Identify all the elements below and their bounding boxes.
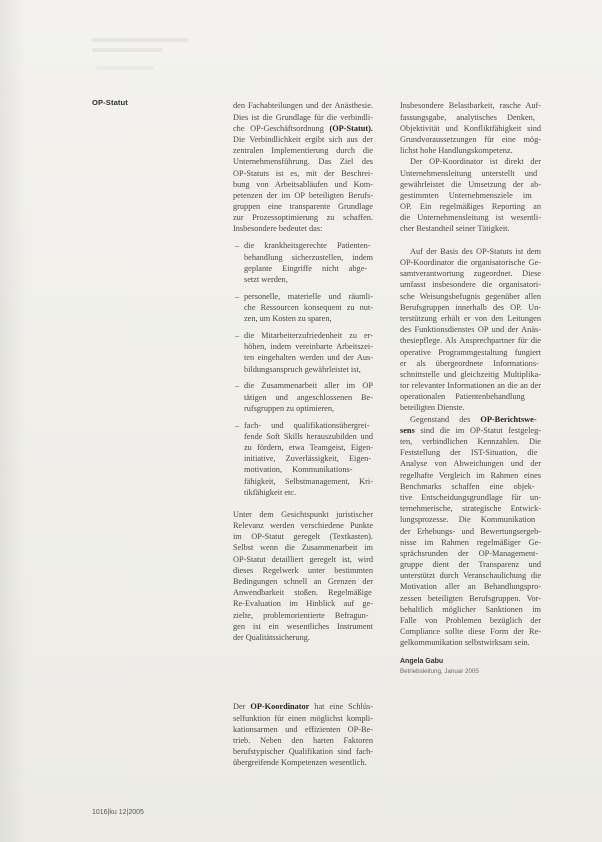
text-line-content: thesiepflege. Als Ansprechpartner für die [400, 336, 541, 346]
text-line-content: terstützung erhält er von den Leitungen [400, 313, 541, 323]
text-line [400, 156, 541, 167]
text-line-content: Re-Evaluation im Hinblick auf ge- [233, 599, 373, 609]
text-line-content: ten, verbindlichen Kennzahlen. Die [400, 437, 541, 447]
text-line-content: Dies ist die Grundlage für die verbindli- [233, 112, 373, 122]
paragraph [400, 414, 541, 649]
text-line [400, 637, 541, 648]
text-line [400, 168, 541, 179]
text-line [400, 123, 541, 134]
list-dash: – [235, 420, 240, 430]
text-line-content: operationalen Patientenbehandlung [400, 392, 525, 402]
text-line [244, 420, 373, 431]
text-line-content: zentralen Implementierung durch die [233, 146, 373, 156]
text-line [400, 481, 541, 492]
text-line-content: die Mitarbeiterzufriedenheit zu er- [244, 331, 373, 341]
article-column-right [400, 100, 541, 648]
text-segment: hat eine Schlüs- [309, 702, 373, 712]
text-line-content: Analyse von Abweichungen und der [400, 459, 541, 469]
text-line [244, 464, 373, 475]
text-line-content: höhen, indem vereinbarte Arbeitszei- [244, 342, 373, 352]
text-line [400, 268, 541, 279]
text-line-content: behandlung sicherzustellen, indem [244, 252, 373, 262]
text-line-content: geplante Eingriffe nicht abge- [244, 263, 368, 273]
text-line-content: lungsprozesse. Die Kommunikation [400, 515, 536, 525]
paragraph [233, 509, 373, 643]
text-line [233, 212, 373, 223]
faded-header-mark [92, 38, 188, 42]
text-line [400, 134, 541, 145]
text-line-content [233, 701, 373, 712]
text-line-content: der Erhebungs- und Bewertungsergeb- [400, 526, 541, 536]
text-line [400, 201, 541, 212]
text-line [400, 503, 541, 514]
text-line [400, 492, 541, 503]
text-line-content: gen ist ein wesentliches Instrument [233, 621, 373, 631]
text-line [400, 436, 541, 447]
text-line [244, 252, 373, 263]
text-line-content: tätigen und angeschlossenen Be- [244, 392, 373, 402]
text-line [233, 565, 373, 576]
text-line [400, 291, 541, 302]
text-line [400, 447, 541, 458]
text-line-content: des Funktionsdienstes OP und der Anäs- [400, 325, 541, 335]
text-line [400, 526, 541, 537]
list-dash: – [235, 241, 240, 251]
text-line-content: zu fördern, etwa Teamgeist, Eigen- [244, 443, 373, 453]
text-line [233, 576, 373, 587]
text-line-content: er als übergeordnete Informations- [400, 358, 539, 368]
text-line [233, 724, 373, 735]
text-line-content: ternehmerische, strategische Entwick- [400, 504, 541, 514]
bold-term: OP-Berichtswe- [480, 414, 537, 424]
text-line [233, 190, 373, 201]
text-line-content [410, 414, 537, 425]
text-line [233, 554, 373, 565]
paragraph [400, 156, 541, 234]
text-line [400, 246, 541, 257]
text-line [233, 757, 373, 768]
text-line [233, 156, 373, 167]
text-line-content: tikfähigkeit etc. [244, 487, 297, 497]
text-line-content: zur Prozessoptimierung zu schaffen. [233, 213, 373, 223]
text-line-content: nisse im Rahmen regelmäßiger Ge- [400, 537, 541, 547]
paragraph [400, 246, 541, 414]
text-line-content: OP-Koordinator die organisatorische Ge- [400, 258, 541, 268]
text-line [244, 453, 373, 464]
page-folio: 1016|ku 12|2005 [92, 809, 144, 816]
text-line [244, 364, 373, 375]
bullet-list [233, 240, 373, 498]
bold-term: (OP-Statut). [329, 123, 373, 133]
text-line-content: gewährleistet die Umsetzung der ab- [400, 179, 541, 189]
text-line-content: Der OP-Koordinator ist direkt der [410, 157, 541, 167]
text-line-content [400, 425, 541, 436]
article-column-left-lower [233, 701, 373, 768]
text-line [244, 392, 373, 403]
list-item [233, 420, 373, 498]
text-line-content: Unter dem Gesichtspunkt juristischer [233, 509, 373, 519]
text-line-content: selfunktion für einen möglichst kompli- [233, 713, 373, 723]
text-line [400, 112, 541, 123]
text-line-content: ten eingehalten werden und der Aus- [244, 353, 373, 363]
text-line-content: initiative, Zuverlässigkeit, Eigen- [244, 454, 372, 464]
section-label: OP-Statut [92, 98, 128, 107]
text-line [233, 509, 373, 520]
text-line-content: übergreifende Kompetenzen wesentlich. [233, 758, 367, 768]
text-line [233, 134, 373, 145]
text-line [400, 100, 541, 111]
text-line-content: die krankheitsgerechte Patienten- [244, 241, 371, 251]
text-line-content: dieses Regelwerk unter bestimmten [233, 565, 373, 575]
text-line [400, 190, 541, 201]
text-line [244, 302, 373, 313]
author-block [400, 657, 541, 676]
text-line [233, 123, 373, 134]
text-line-content: operative Programmgestaltung fungiert [400, 347, 541, 357]
text-line [244, 380, 373, 391]
text-line [244, 240, 373, 251]
text-line-content: Objektivität und Konfliktfähigkeit sind [400, 123, 541, 133]
text-segment: che OP-Geschäftsordnung [233, 123, 330, 133]
text-line [233, 179, 373, 190]
text-line-content: umfasst insbesondere die organisatori- [400, 280, 541, 290]
bold-term: OP-Koordinator [250, 702, 310, 712]
text-line-content: gelkommunikation selbstwirksam sein. [400, 638, 530, 648]
text-line [400, 324, 541, 335]
text-line-content: Insbesondere bedeutet das: [233, 224, 323, 234]
text-line [233, 100, 373, 111]
text-line [233, 201, 373, 212]
text-segment: Der [233, 702, 251, 712]
text-line [233, 542, 373, 553]
text-line [244, 313, 373, 324]
text-line-content: setzt werden, [244, 274, 288, 284]
text-line [244, 330, 373, 341]
text-line-content: Compliance sollte diese Form der Re- [400, 627, 541, 637]
text-line-content: Feststellung der IST-Situation, die [400, 448, 538, 458]
list-dash: – [235, 291, 240, 301]
text-line-content [233, 123, 373, 134]
text-line [400, 179, 541, 190]
author-note: Betriebsleitung, Januar 2005 [400, 668, 479, 675]
text-line-content: die Zusammenarbeit aller im OP [244, 381, 373, 391]
text-line-content: lichst hohe Handlungskompetenz. [400, 146, 513, 156]
text-line-content: Motivation aller an Behandlungspro- [400, 582, 541, 592]
text-line-content: behaltlich möglicher Sanktionen im [400, 604, 541, 614]
text-line [400, 615, 541, 626]
text-line-content: fassungsgabe, analytisches Denken, [400, 112, 535, 122]
text-line [233, 531, 373, 542]
text-line-content: OP-Statuts ist es, mit der Beschrei- [233, 168, 373, 178]
text-line [400, 369, 541, 380]
text-line [233, 587, 373, 598]
text-segment: sind die im OP-Statut festgeleg- [414, 425, 541, 435]
text-line-content: samtverantwortung zugeordnet. Diese [400, 269, 541, 279]
text-line-content: Benchmarks schaffen eine objek- [400, 481, 535, 491]
text-line [244, 341, 373, 352]
text-line [400, 514, 541, 525]
text-line [400, 626, 541, 637]
text-line-content: motivation, Kommunikations- [244, 465, 353, 475]
list-item [233, 240, 373, 285]
text-line-content: rufsgruppen zu optimieren, [244, 403, 335, 413]
text-line-content: fähigkeit, Selbstmanagement, Kri- [244, 476, 373, 486]
text-line [400, 257, 541, 268]
paragraph [233, 100, 373, 234]
text-line-content: Auf der Basis des OP-Statuts ist dem [410, 246, 541, 256]
text-line [400, 548, 541, 559]
list-dash: – [235, 381, 240, 391]
text-line [244, 352, 373, 363]
text-line [400, 604, 541, 615]
text-line-content: bung von Arbeitsabläufen und Kom- [233, 179, 373, 189]
text-line-content: tive Entscheidungsgrundlage für un- [400, 492, 541, 502]
text-line [233, 735, 373, 746]
text-line [400, 414, 541, 425]
text-line-content: fende Soft Skills herauszubilden und [244, 431, 373, 441]
text-line-content: Selbst wenn die Zusammenarbeit im [233, 543, 373, 553]
text-line-content: zen, um Kosten zu sparen, [244, 314, 332, 324]
text-line [244, 263, 373, 274]
text-line-content: sche Weisungsbefugnis gegenüber allen [400, 291, 541, 301]
text-line [233, 112, 373, 123]
text-line-content: der Qualitätssicherung. [233, 632, 310, 642]
text-line-content: personelle, materielle und räumli- [244, 291, 373, 301]
text-line [400, 470, 541, 481]
text-line-content: den Fachabteilungen und der Anästhesie. [233, 101, 373, 111]
text-line-content: berufstypischer Qualifikation sind fach- [233, 747, 373, 757]
text-line-content: Die Verbindlichkeit ergibt sich aus der [233, 134, 373, 144]
list-dash: – [235, 331, 240, 341]
text-line [400, 212, 541, 223]
bold-term: sens [400, 425, 415, 435]
text-line [244, 442, 373, 453]
text-line-content: Grundvoraussetzungen für eine mög- [400, 134, 541, 144]
text-line [400, 145, 541, 156]
text-line [244, 431, 373, 442]
list-item [233, 330, 373, 375]
text-line [244, 487, 373, 498]
text-line [400, 458, 541, 469]
text-line-content: petenzen der im OP beteiligten Berufs- [233, 190, 373, 200]
text-line [244, 274, 373, 285]
text-line-content: gruppe dient der Transparenz und [400, 560, 541, 570]
text-line [400, 559, 541, 570]
text-line [400, 402, 541, 413]
text-line [233, 746, 373, 757]
text-line-content: fach- und qualifikationsübergrei- [244, 420, 370, 430]
paragraph [400, 100, 541, 156]
text-segment: Gegenstand des [410, 414, 481, 424]
text-line-content: zielte, problemorientierte Befragun- [233, 610, 369, 620]
text-line-content: OP-Statut detailliert geregelt ist, wird [233, 554, 373, 564]
text-line [233, 610, 373, 621]
text-line [400, 380, 541, 391]
text-line [233, 713, 373, 724]
text-line-content: Insbesondere Belastbarkeit, rasche Auf- [400, 101, 541, 111]
text-line [400, 537, 541, 548]
list-item [233, 380, 373, 414]
text-line-content: schnittstelle und gleichzeitig Multiplika- [400, 369, 541, 379]
faded-header-mark [92, 48, 162, 52]
paragraph [233, 701, 373, 768]
text-line-content: die Unternehmensleitung ist wesentli- [400, 213, 541, 223]
text-line [400, 302, 541, 313]
text-line-content: Unternehmensleitung unterstellt und [400, 168, 538, 178]
text-line [400, 313, 541, 324]
text-line-content: zessen beteiligten Berufsgruppen. Vor- [400, 593, 541, 603]
text-line [233, 223, 373, 234]
faded-margin-mark [96, 66, 154, 70]
text-line [233, 145, 373, 156]
text-line [400, 279, 541, 290]
text-line-content: OP. Ein regelmäßiges Reporting an [400, 202, 541, 212]
text-line [244, 291, 373, 302]
text-line [400, 425, 541, 436]
text-line [400, 391, 541, 402]
text-line [233, 632, 373, 643]
text-line-content: cher Bestandteil seiner Tätigkeit. [400, 224, 510, 234]
text-line-content: Anwendbarkeit stoßen. Regelmäßige [233, 588, 372, 598]
text-line-content: Falle von Problemen bezüglich der [400, 616, 541, 626]
list-item [233, 291, 373, 325]
text-line-content: regelhafte Vergleich im Rahmen eines [400, 470, 541, 480]
author-name: Angela Gabu [400, 658, 444, 665]
text-line [400, 570, 541, 581]
article-column-left [233, 100, 373, 643]
text-line-content: tor relevanter Informationen an die an der [400, 381, 541, 391]
text-line [400, 593, 541, 604]
text-line-content: che Ressourcen konsequent zu nut- [244, 302, 373, 312]
text-line-content: sprächsrunden der OP-Management- [400, 548, 539, 558]
text-line [233, 168, 373, 179]
text-line-content: Bedingungen schnell an Grenzen der [233, 576, 373, 586]
text-line [233, 701, 373, 712]
text-line [233, 621, 373, 632]
text-line-content: kationsarmen und effizienten OP-Be- [233, 724, 373, 734]
text-line [400, 223, 541, 234]
text-line-content: im OP-Statut geregelt (Textkasten). [233, 532, 373, 542]
text-line-content: Unternehmensführung. Das Ziel des [233, 157, 373, 167]
text-line [233, 520, 373, 531]
text-line-content: trieb. Neben den harten Faktoren [233, 735, 373, 745]
text-line [400, 581, 541, 592]
text-line-content: bildungsanspruch gewährleistet ist, [244, 364, 361, 374]
text-line-content: Berufsgruppen innerhalb des OP. Un- [400, 302, 541, 312]
text-line [244, 403, 373, 414]
text-line-content: Relevanz werden verschiedene Punkte [233, 521, 373, 530]
text-line [400, 358, 541, 369]
text-line [400, 347, 541, 358]
text-line [400, 335, 541, 346]
text-line-content: beteiligten Dienste. [400, 403, 465, 413]
text-line-content: unterstützt durch Veranschaulichung die [400, 571, 541, 581]
text-line [244, 476, 373, 487]
text-line-content: gruppen eine transparente Grundlage [233, 202, 373, 212]
text-line-content: gestimmten Unternehmensziele im [400, 190, 532, 200]
text-line [233, 598, 373, 609]
